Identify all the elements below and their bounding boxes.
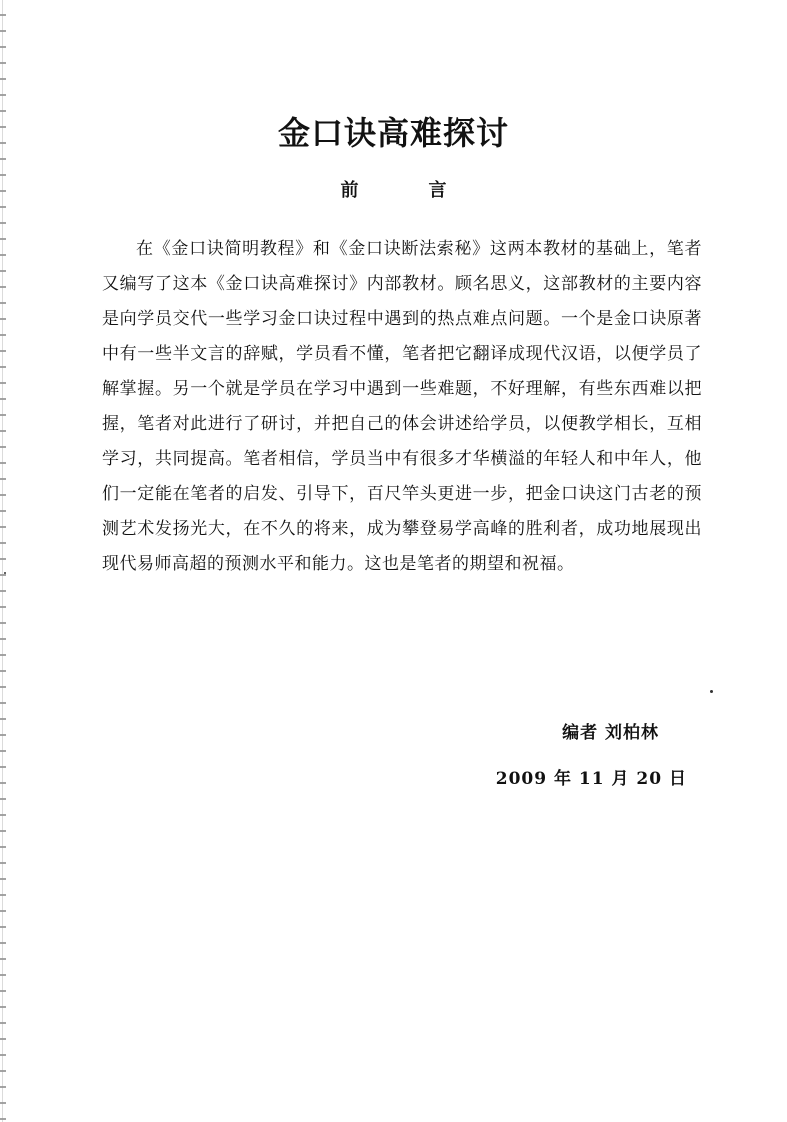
scan-edge-artifact: [0, 0, 6, 1122]
preface-paragraph: 在《金口诀简明教程》和《金口诀断法索秘》这两本教材的基础上，笔者又编写了这本《金口诀高难探讨》内部教材。顾名思义，这部教材的主要内容是向学员交代一些学习金口诀过程中遇到的热点难点问题。一个是金口诀原著中有一些半文言的辞赋，学员看不懂，笔者把它翻译成现代汉语，以便学员了解掌握。另一个就是学员在学习中遇到一些难题，不好理解，有些东西难以把握，笔者对此进行了研讨，并把自己的体会讲述给学员，以便教学相长，互相学习，共同提高。笔者相信，学员当中有很多才华横溢的年轻人和中年人，他们一定能在笔者的启发、引导下，百尺竿头更进一步，把金口诀这门古老的预测艺术发扬光大，在不久的将来，成为攀登易学高峰的胜利者，成功地展现出现代易师高超的预测水平和能力。这也是笔者的期望和祝福。: [102, 239, 702, 574]
document-title: 金口诀高难探讨: [277, 114, 509, 152]
author-line: 编者 刘柏林: [562, 723, 659, 743]
date-line: 2009 年 11 月 20 日: [495, 769, 687, 789]
preface-heading-right: 言: [428, 180, 447, 201]
scan-edge-line: [2, 0, 3, 1122]
scan-speck: [4, 572, 6, 574]
preface-heading-left: 前: [340, 180, 359, 201]
preface-heading: [0, 176, 787, 202]
scan-speck: [710, 690, 713, 693]
